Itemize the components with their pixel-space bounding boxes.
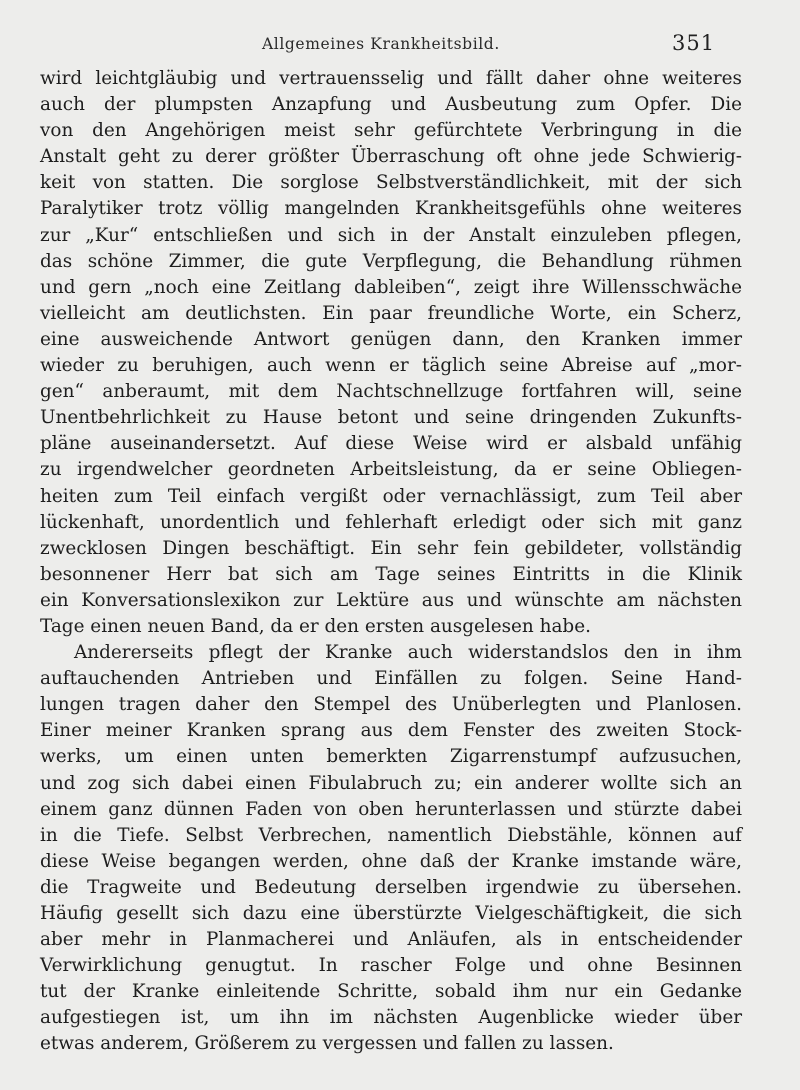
text-line: Verwirklichung genugtut. In rascher Folge und ohne Besinnen xyxy=(40,955,742,977)
text-line: werks, um einen unten bemerkten Zigarrenstumpf aufzusuchen, xyxy=(40,746,742,768)
text-line: auch der plumpsten Anzapfung und Ausbeutung zum Opfer. Die xyxy=(40,94,742,116)
text-line: eine ausweichende Antwort genügen dann, den Kranken immer xyxy=(40,328,742,350)
paragraph xyxy=(40,640,742,1058)
text-line: aufgestiegen ist, um ihn im nächsten Augenblicke wieder über xyxy=(40,1007,742,1029)
text-line: ein Konversationslexikon zur Lektüre aus und wünschte am nächsten xyxy=(40,589,742,611)
text-line: wird leichtgläubig und vertrauensselig und fällt daher ohne weiteres xyxy=(40,68,742,89)
text-line: Häufig gesellt sich dazu eine überstürzte Vielgeschäftigkeit, die sich xyxy=(40,903,742,924)
paragraph xyxy=(40,66,742,640)
text-line: heiten zum Teil einfach vergißt oder vernachlässigt, zum Teil aber xyxy=(40,485,742,507)
text-line: besonnener Herr bat sich am Tage seines Eintritts in die Klinik xyxy=(40,563,742,585)
text-line: von den Angehörigen meist sehr gefürchtete Verbringung in die xyxy=(40,120,742,142)
text-line: lückenhaft, unordentlich und fehlerhaft erledigt oder sich mit ganz xyxy=(40,511,742,533)
text-line: Tage einen neuen Band, da er den ersten ausgelesen habe. xyxy=(40,615,591,637)
text-line: einem ganz dünnen Faden von oben herunterlassen und stürzte dabei xyxy=(40,798,742,820)
text-line: Anstalt geht zu derer größter Überraschung oft ohne jede Schwierig- xyxy=(40,146,742,168)
body-text xyxy=(40,66,742,1058)
text-line: lungen tragen daher den Stempel des Unüberlegten und Planlosen. xyxy=(40,694,742,716)
text-line: in die Tiefe. Selbst Verbrechen, namentlich Diebstähle, können auf xyxy=(40,824,742,846)
text-line: auftauchenden Antrieben und Einfällen zu folgen. Seine Hand- xyxy=(40,668,742,690)
text-line: und zog sich dabei einen Fibulabruch zu; ein anderer wollte sich an xyxy=(40,772,742,794)
text-line: diese Weise begangen werden, ohne daß der Kranke imstande wäre, xyxy=(40,850,742,872)
text-line: tut der Kranke einleitende Schritte, sobald ihm nur ein Gedanke xyxy=(40,981,742,1003)
text-line: aber mehr in Planmacherei und Anläufen, als in entscheidender xyxy=(40,929,742,951)
text-line: vielleicht am deutlichsten. Ein paar freundliche Worte, ein Scherz, xyxy=(40,302,742,324)
text-line: Einer meiner Kranken sprang aus dem Fenster des zweiten Stock- xyxy=(40,720,742,742)
text-line: Paralytiker trotz völlig mangelnden Krankheitsgefühls ohne weiteres xyxy=(40,198,742,220)
text-line: Unentbehrlichkeit zu Hause betont und seine dringenden Zukunfts- xyxy=(40,407,742,429)
text-line: keit von statten. Die sorglose Selbstverständlichkeit, mit der sich xyxy=(40,172,742,194)
text-line: etwas anderem, Größerem zu vergessen und fallen zu lassen. xyxy=(40,1033,614,1055)
page-number: 351 xyxy=(672,31,716,55)
text-line: zwecklosen Dingen beschäftigt. Ein sehr fein gebildeter, vollständig xyxy=(40,537,742,559)
text-line: das schöne Zimmer, die gute Verpflegung, die Behandlung rühmen xyxy=(40,250,742,272)
text-line: gen“ anberaumt, mit dem Nachtschnellzuge fortfahren will, seine xyxy=(40,381,742,403)
text-line: Andererseits pflegt der Kranke auch widerstandslos den in ihm xyxy=(74,642,742,664)
text-line: zur „Kur“ entschließen und sich in der Anstalt einzuleben pflegen, xyxy=(40,224,742,246)
text-line: pläne auseinandersetzt. Auf diese Weise wird er alsbald unfähig xyxy=(40,433,742,455)
text-line: und gern „noch eine Zeitlang dableiben“, zeigt ihre Willensschwäche xyxy=(40,276,742,298)
text-line: die Tragweite und Bedeutung derselben irgendwie zu übersehen. xyxy=(40,876,742,898)
text-line: zu irgendwelcher geordneten Arbeitsleistung, da er seine Obliegen- xyxy=(40,459,742,481)
text-line: wieder zu beruhigen, auch wenn er täglich seine Abreise auf „mor- xyxy=(40,355,742,377)
running-header: Allgemeines Krankheitsbild. xyxy=(262,35,500,53)
